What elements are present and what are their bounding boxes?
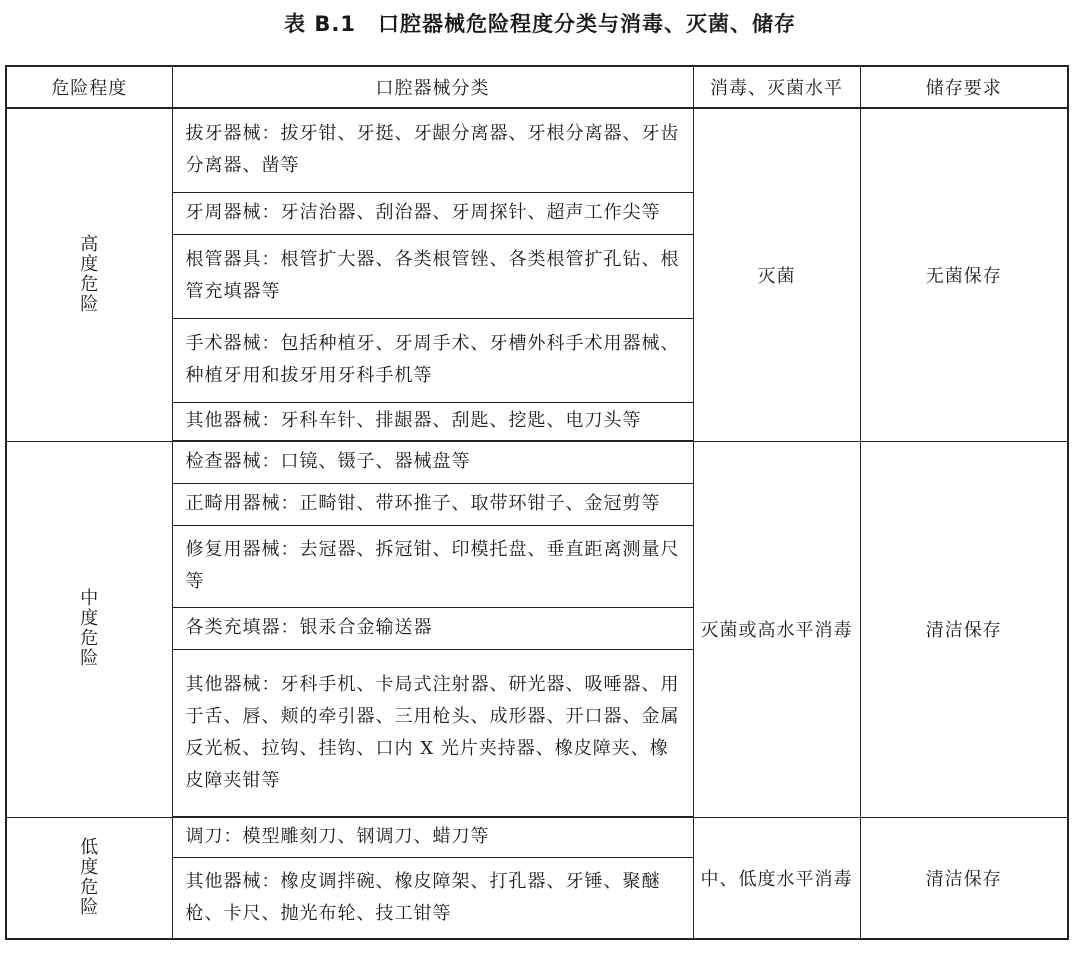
- risk-level-label: 高度危险: [80, 233, 99, 315]
- disinfection-cell: 灭菌或高水平消毒: [693, 441, 860, 817]
- category-cell: 各类充填器：银汞合金输送器: [172, 607, 693, 649]
- risk-level-label: 低度危险: [80, 836, 99, 918]
- table-row: [6, 817, 1068, 857]
- category-cell: 手术器械：包括种植牙、牙周手术、牙槽外科手术用器械、种植牙用和拔牙用牙科手机等: [172, 318, 693, 402]
- risk-level-cell: [6, 817, 172, 939]
- header-storage-requirement: 储存要求: [860, 66, 1068, 108]
- category-cell: 正畸用器械：正畸钳、带环推子、取带环钳子、金冠剪等: [172, 483, 693, 525]
- category-cell: 根管器具：根管扩大器、各类根管锉、各类根管扩孔钻、根管充填器等: [172, 234, 693, 318]
- category-cell: 修复用器械：去冠器、拆冠钳、印模托盘、垂直距离测量尺等: [172, 525, 693, 607]
- table-row: [6, 441, 1068, 483]
- storage-cell: 无菌保存: [860, 108, 1068, 441]
- disinfection-cell: 灭菌: [693, 108, 860, 441]
- storage-cell: 清洁保存: [860, 817, 1068, 939]
- header-disinfection-level: 消毒、灭菌水平: [693, 66, 860, 108]
- table-title: 表 B.1 口腔器械危险程度分类与消毒、灭菌、储存: [284, 12, 796, 36]
- category-cell: 拔牙器械：拔牙钳、牙挺、牙龈分离器、牙根分离器、牙齿分离器、凿等: [172, 108, 693, 192]
- category-cell: 其他器械：橡皮调拌碗、橡皮障架、打孔器、牙锤、聚醚枪、卡尺、抛光布轮、技工钳等: [172, 857, 693, 939]
- risk-level-label: 中度危险: [80, 588, 99, 669]
- header-risk-level: 危险程度: [6, 66, 172, 108]
- instrument-classification-table: [5, 65, 1069, 940]
- category-cell: 检查器械：口镜、镊子、器械盘等: [172, 441, 693, 483]
- category-cell: 牙周器械：牙洁治器、刮治器、牙周探针、超声工作尖等: [172, 192, 693, 234]
- storage-cell: 清洁保存: [860, 441, 1068, 817]
- header-instrument-category: 口腔器械分类: [172, 66, 693, 108]
- category-cell: 其他器械：牙科手机、卡局式注射器、研光器、吸唾器、用于舌、唇、颊的牵引器、三用枪头、成形器、开口器、金属反光板、拉钩、挂钩、口内 X 光片夹持器、橡皮障夹、橡皮障夹钳等: [172, 649, 693, 817]
- header-row: [6, 66, 1068, 108]
- risk-level-cell: [6, 441, 172, 817]
- category-cell: 其他器械：牙科车针、排龈器、刮匙、挖匙、电刀头等: [172, 402, 693, 441]
- table-row: [6, 108, 1068, 192]
- disinfection-cell: 中、低度水平消毒: [693, 817, 860, 939]
- category-cell: 调刀：模型雕刻刀、钢调刀、蜡刀等: [172, 817, 693, 857]
- risk-level-cell: [6, 108, 172, 441]
